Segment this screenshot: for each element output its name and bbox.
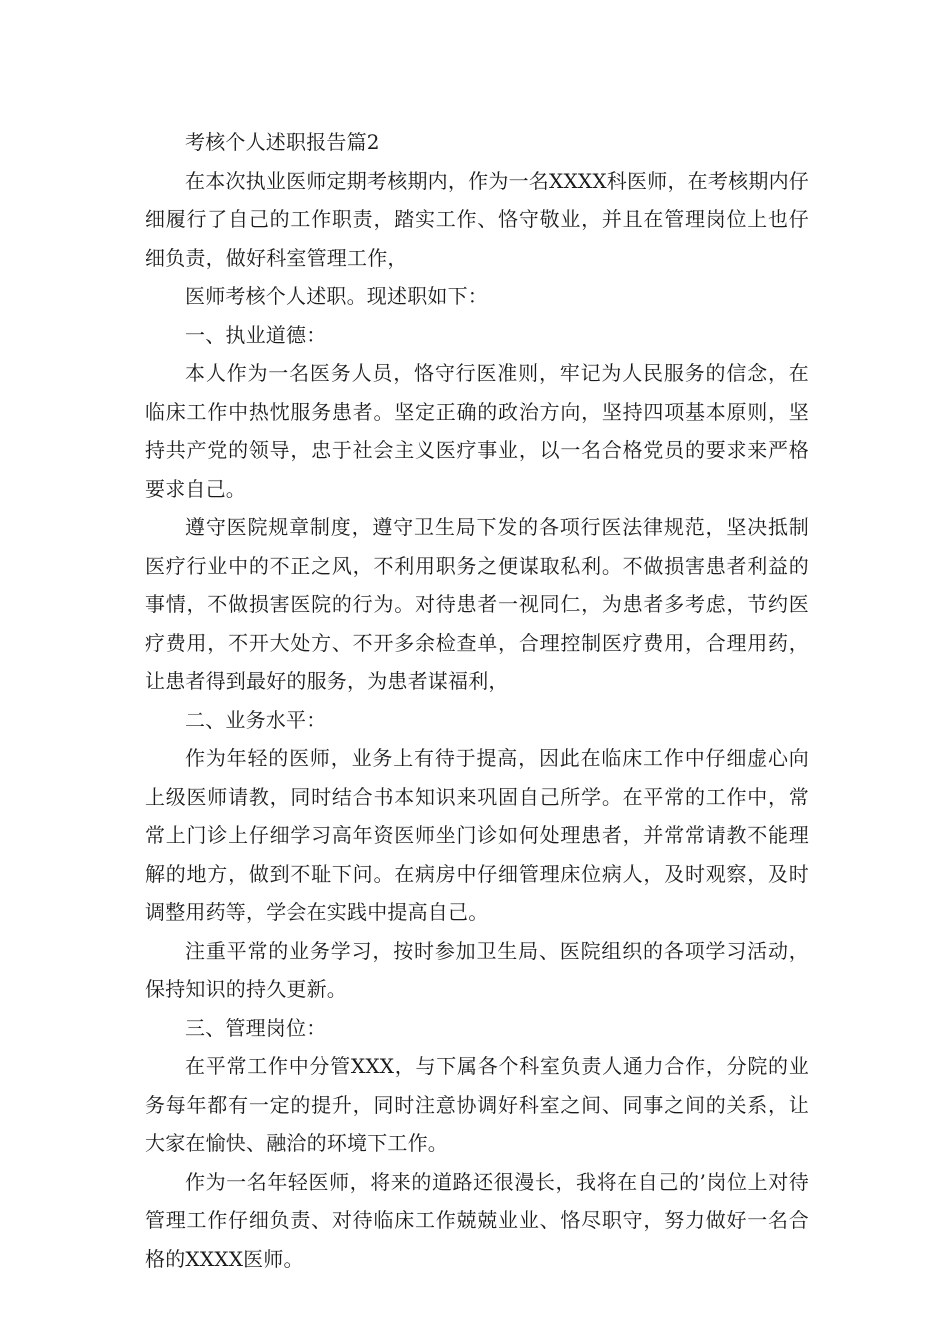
paragraph: 遵守医院规章制度，遵守卫生局下发的各项行医法律规范，坚决抵制医疗行业中的不正之风，不利用职务之便谋取私利。不做损害患者利益的事情，不做损害医院的行为。对待患者一视同仁，为患者多考虑，节约医疗费用，不开大处方、不开多余检查单，合理控制医疗费用，合理用药，让患者得到最好的服务，为患者谋福利，	[145, 515, 809, 693]
section-heading: 一、执业道德：	[185, 322, 327, 347]
paragraph: 作为年轻的医师，业务上有待于提高，因此在临床工作中仔细虚心向上级医师请教，同时结合书本知识来巩固自己所学。在平常的工作中，常常上门诊上仔细学习高年资医师坐门诊如何处理患者，并常常请教不能理解的地方，做到不耻下问。在病房中仔细管理床位病人，及时观察，及时调整用药等，学会在实践中提高自己。	[145, 746, 809, 924]
paragraph: 在本次执业医师定期考核期内，作为一名XXXX科医师，在考核期内仔细履行了自己的工作职责，踏实工作、恪守敬业，并且在管理岗位上也仔细负责，做好科室管理工作，	[145, 168, 809, 270]
paragraph: 注重平常的业务学习，按时参加卫生局、医院组织的各项学习活动，保持知识的持久更新。	[145, 938, 809, 1001]
section-heading: 二、业务水平：	[185, 707, 327, 732]
paragraph: 医师考核个人述职。现述职如下：	[185, 284, 488, 308]
document-title: 考核个人述职报告篇2	[185, 130, 380, 154]
document-body	[145, 123, 809, 1278]
paragraph: 本人作为一名医务人员，恪守行医准则，牢记为人民服务的信念，在临床工作中热忱服务患者。坚定正确的政治方向，坚持四项基本原则，坚持共产党的领导，忠于社会主义医疗事业，以一名合格党员的要求来严格要求自己。	[145, 361, 809, 501]
section-heading: 三、管理岗位：	[185, 1015, 327, 1040]
paragraph: 作为一名年轻医师，将来的道路还很漫长，我将在自己的’岗位上对待管理工作仔细负责、对待临床工作兢兢业业、恪尽职守，努力做好一名合格的XXXX医师。	[145, 1169, 809, 1271]
paragraph: 在平常工作中分管XXX，与下属各个科室负责人通力合作，分院的业务每年都有一定的提升，同时注意协调好科室之间、同事之间的关系，让大家在愉快、融洽的环境下工作。	[145, 1054, 809, 1155]
